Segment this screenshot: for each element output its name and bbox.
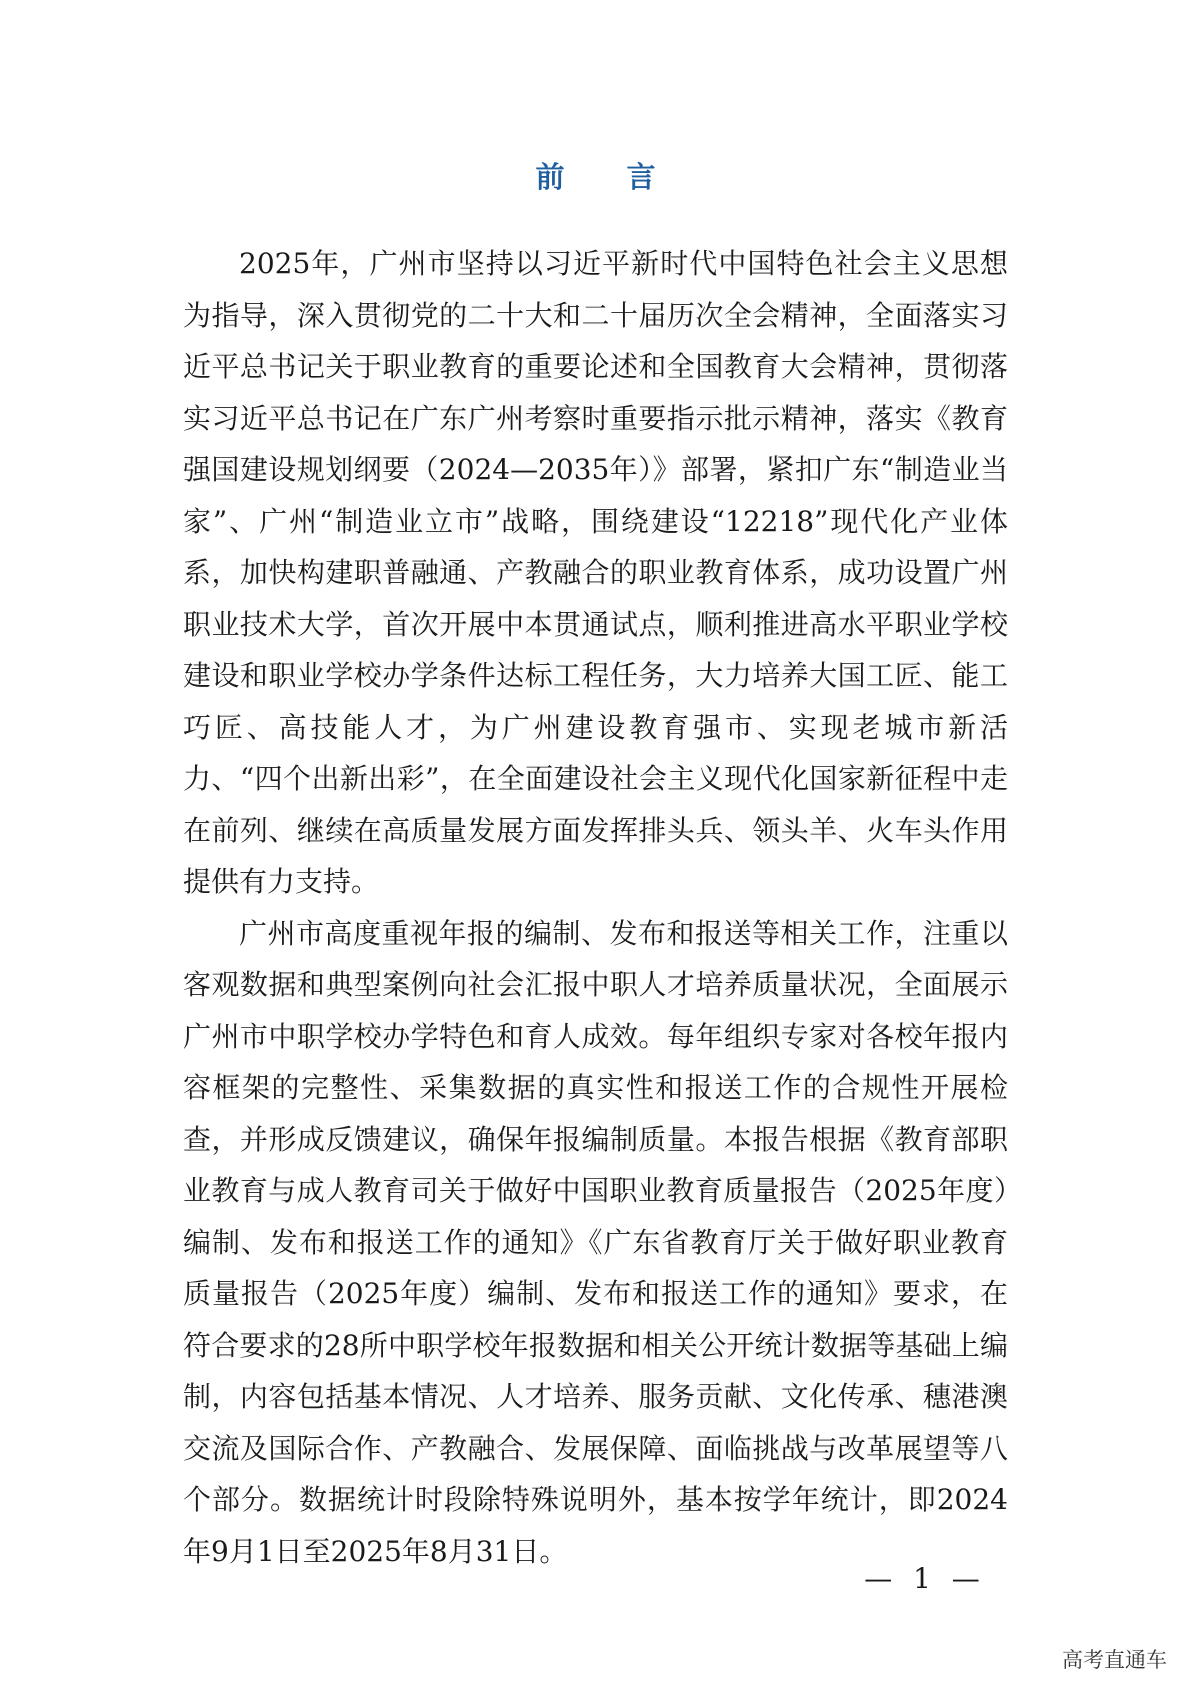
watermark-text: 高考直通车 [1062,1648,1167,1672]
paragraph-1: 2025年，广州市坚持以习近平新时代中国特色社会主义思想为指导，深入贯彻党的二十大和二十届历次全会精神，全面落实习近平总书记关于职业教育的重要论述和全国教育大会精神，贯彻落实习近平总书记在广东广州考察时重要指示批示精神，落实《教育强国建设规划纲要（2024—2035年）》部署，紧扣广东“制造业当家”、广州“制造业立市”战略，围绕建设“12218”现代化产业体系，加快构建职普融通、产教融合的职业教育体系，成功设置广州职业技术大学，首次开展中本贯通试点，顺利推进高水平职业学校建设和职业学校办学条件达标工程任务，大力培养大国工匠、能工巧匠、高技能人才，为广州建设教育强市、实现老城市新活力、“四个出新出彩”，在全面建设社会主义现代化国家新征程中走在前列、继续在高质量发展方面发挥排头兵、领头羊、火车头作用提供有力支持。 [183,247,1008,898]
page-title: 前 言 [535,160,682,194]
body-text [183,238,1008,1577]
page-number: — 1 — [864,1562,986,1595]
paragraph-2: 广州市高度重视年报的编制、发布和报送等相关工作，注重以客观数据和典型案例向社会汇报中职人才培养质量状况，全面展示广州市中职学校办学特色和育人成效。每年组织专家对各校年报内容框架的完整性、采集数据的真实性和报送工作的合规性开展检查，并形成反馈建议，确保年报编制质量。本报告根据《教育部职业教育与成人教育司关于做好中国职业教育质量报告（2025年度）编制、发布和报送工作的通知》《广东省教育厅关于做好职业教育质量报告（2025年度）编制、发布和报送工作的通知》要求，在符合要求的28所中职学校年报数据和相关公开统计数据等基础上编制，内容包括基本情况、人才培养、服务贡献、文化传承、穗港澳交流及国际合作、产教融合、发展保障、面临挑战与改革展望等八个部分。数据统计时段除特殊说明外，基本按学年统计，即2024年9月1日至2025年8月31日。 [183,916,1008,1568]
